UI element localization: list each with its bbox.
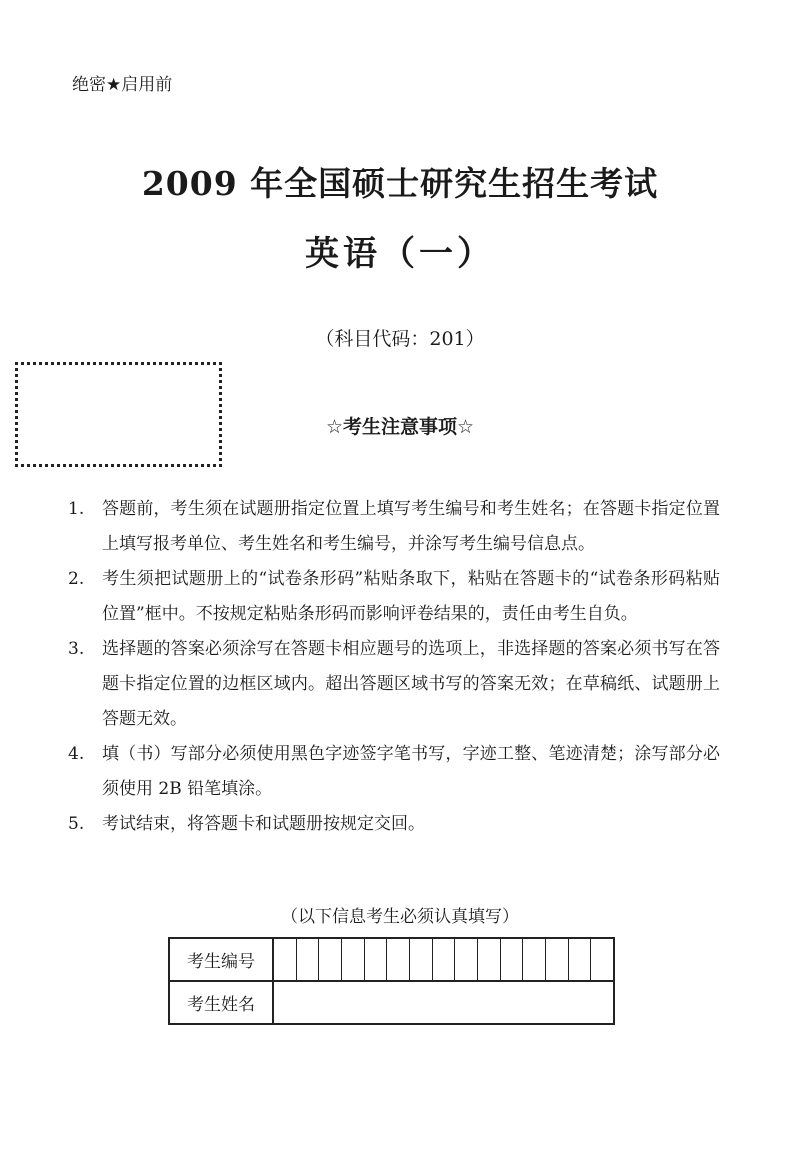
fill-note: （以下信息考生必须认真填写） (281, 907, 519, 927)
exam-number-boxes (274, 939, 613, 980)
exam-number-digit-box[interactable] (546, 939, 569, 980)
page-title: 2009 年全国硕士研究生招生考试 (141, 164, 659, 203)
exam-number-row (170, 939, 613, 982)
name-row (170, 982, 613, 1023)
exam-number-digit-box[interactable] (387, 939, 410, 980)
instruction-item (68, 492, 720, 562)
secret-mark: 绝密★启用前 (72, 75, 173, 95)
instruction-item (68, 807, 720, 842)
instruction-number: 3. (68, 639, 85, 659)
instruction-item (68, 737, 720, 807)
instruction-text: 填（书）写部分必须使用黑色字迹签字笔书写，字迹工整、笔迹清楚；涂写部分必须使用 2B 铅笔填涂。 (102, 744, 720, 799)
instruction-text: 考生须把试题册上的“试卷条形码”粘贴条取下，粘贴在答题卡的“试卷条形码粘贴位置”框中。不按规定粘贴条形码而影响评卷结果的，责任由考生自负。 (102, 569, 720, 624)
instruction-number: 4. (68, 744, 85, 764)
exam-number-digit-box[interactable] (297, 939, 320, 980)
exam-number-digit-box[interactable] (274, 939, 297, 980)
subject-code: （科目代码：201） (315, 328, 485, 350)
instruction-item (68, 632, 720, 737)
exam-subject: 英语（一） (305, 234, 495, 274)
exam-number-digit-box[interactable] (455, 939, 478, 980)
exam-number-digit-box[interactable] (569, 939, 592, 980)
instruction-number: 2. (68, 569, 85, 589)
notice-heading: ☆考生注意事项☆ (325, 416, 475, 438)
instruction-text: 考试结束，将答题卡和试题册按规定交回。 (102, 814, 425, 834)
instruction-text: 答题前，考生须在试题册指定位置上填写考生编号和考生姓名；在答题卡指定位置上填写报考单位、考生姓名和考生编号，并涂写考生编号信息点。 (102, 499, 720, 554)
candidate-info-table (168, 937, 615, 1025)
name-field[interactable] (274, 982, 613, 1023)
exam-number-digit-box[interactable] (433, 939, 456, 980)
exam-number-digit-box[interactable] (342, 939, 365, 980)
instruction-number: 5. (68, 814, 85, 834)
exam-number-digit-box[interactable] (501, 939, 524, 980)
instruction-list (68, 492, 720, 842)
name-label: 考生姓名 (170, 982, 274, 1023)
exam-number-digit-box[interactable] (478, 939, 501, 980)
instruction-item (68, 562, 720, 632)
exam-number-label: 考生编号 (170, 939, 274, 980)
instruction-number: 1. (68, 499, 85, 519)
exam-number-digit-box[interactable] (319, 939, 342, 980)
exam-number-digit-box[interactable] (591, 939, 613, 980)
instruction-text: 选择题的答案必须涂写在答题卡相应题号的选项上，非选择题的答案必须书写在答题卡指定位置的边框区域内。超出答题区域书写的答案无效；在草稿纸、试题册上答题无效。 (102, 639, 720, 729)
exam-number-digit-box[interactable] (410, 939, 433, 980)
exam-number-digit-box[interactable] (365, 939, 388, 980)
exam-number-digit-box[interactable] (523, 939, 546, 980)
